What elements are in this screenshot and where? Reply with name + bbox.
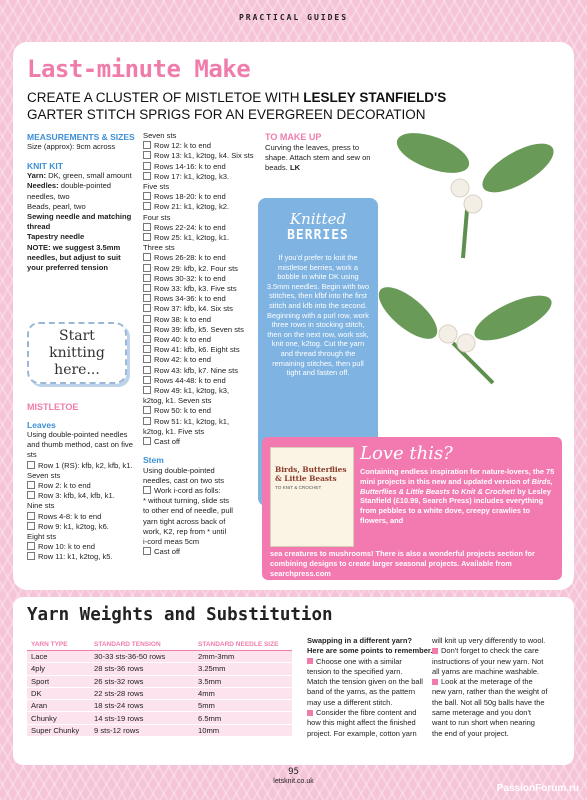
- yarn-table: [27, 640, 292, 737]
- stem-rows: [143, 466, 261, 558]
- pattern-row: Row 9: k1, k2tog, k6.: [27, 522, 142, 532]
- yarn-table-cell: Aran: [27, 700, 90, 712]
- knit-kit-heading: KNIT KIT: [27, 161, 63, 172]
- yarn-table-cell: 2mm-3mm: [194, 651, 292, 663]
- pattern-row: Five sts: [143, 182, 170, 192]
- watermark: PassionForum.ru: [496, 783, 579, 794]
- pattern-row: to other end of needle, pull: [143, 506, 233, 516]
- pattern-row: Row 13: k1, k2tog, k4. Six sts: [143, 151, 261, 161]
- yarn-tip-line: how this might affect the finished: [307, 718, 416, 728]
- article-title: Last-minute Make: [27, 55, 251, 83]
- pattern-row: Rows 4-8: k to end: [27, 512, 142, 522]
- yarn-table-cell: 4ply: [27, 663, 90, 675]
- site-url: letsknit.co.uk: [273, 778, 314, 785]
- mistletoe-sprig-1: [392, 125, 561, 258]
- pattern-row: Row 11: k1, k2tog, k5.: [27, 552, 142, 562]
- knit-kit-line: [27, 181, 139, 201]
- yarn-table-row: [27, 651, 292, 663]
- knit-kit-line: [27, 232, 139, 242]
- yarn-table-cell: 28 sts-36 rows: [90, 663, 194, 675]
- knit-kit-value: DK, green, small amount: [46, 171, 132, 181]
- to-make-up: [265, 132, 383, 174]
- to-make-up-heading: TO MAKE UP: [265, 132, 322, 142]
- yarn-tip-line: Choose one with a similar: [307, 657, 432, 667]
- yarn-table-cell: 22 sts-28 rows: [90, 687, 194, 699]
- pattern-row: Rows 44-48: k to end: [143, 376, 261, 386]
- yarn-tip-line: band of the yarns, as the pattern: [307, 687, 415, 697]
- knit-kit-label: Needles:: [27, 181, 59, 191]
- yarn-table-row: [27, 712, 292, 724]
- yarn-table-row: [27, 700, 292, 712]
- pattern-row: Row 49: k1, k2tog, k3,: [143, 386, 261, 396]
- pattern-row: Seven sts: [27, 470, 61, 480]
- yarn-tip-line: same meterage and you don't: [432, 708, 531, 718]
- pattern-row: Row 10: k to end: [27, 542, 142, 552]
- love-this-body-2: [270, 549, 556, 578]
- pattern-row: Seven sts: [143, 131, 177, 140]
- pattern-row: Rows 26-28: k to end: [143, 253, 261, 263]
- pattern-row: Using double-pointed: [143, 465, 215, 475]
- yarn-tip-line: will knit up very differently to wool.: [432, 636, 546, 645]
- yarn-tip-line: may use a different stitch.: [307, 697, 393, 707]
- yarn-table-body: [27, 651, 292, 737]
- leaf-shape: [392, 125, 474, 181]
- pattern-row: Row 42: k to end: [143, 355, 261, 365]
- yarn-table-cell: 9 sts-12 rows: [90, 724, 194, 736]
- pattern-row: Row 33: kfb, k3. Five sts: [143, 284, 261, 294]
- yarn-table-row: [27, 687, 292, 699]
- pattern-row: Four sts: [143, 212, 171, 222]
- leaves-intro: Using double-pointed needles and thumb method, cast on five sts: [27, 430, 133, 460]
- yarn-table-column-header: STANDARD TENSION: [90, 640, 194, 651]
- knitted-berries-subtitle: BERRIES: [287, 228, 349, 243]
- yarn-tip-line: Don't forget to check the care: [432, 646, 562, 656]
- yarn-tip-line: Swapping in a different yarn?: [307, 636, 413, 645]
- yarn-tip-line: the end of your project.: [432, 728, 509, 738]
- yarn-table-cell: 4mm: [194, 687, 292, 699]
- page-number: 95: [288, 767, 299, 777]
- knit-kit-value: double-pointed needles, two: [27, 181, 112, 201]
- leaves-heading: Leaves: [27, 420, 56, 430]
- book-cover: [270, 447, 354, 547]
- knit-kit-line: [27, 171, 139, 181]
- book-name: Birds, Butterflies & Little Beasts to Knit & Crochet!: [360, 476, 553, 496]
- start-knitting-badge: Start knitting here...: [27, 322, 127, 384]
- yarn-tip-line: all yarns are machine washable.: [432, 666, 540, 676]
- column-2: [143, 131, 261, 557]
- knit-kit-line: [27, 212, 139, 232]
- yarn-table-row: [27, 675, 292, 687]
- column-1-pattern: [27, 402, 142, 563]
- yarn-table-column-header: YARN TYPE: [27, 640, 90, 651]
- pattern-row: Row 29: kfb, k2. Four sts: [143, 264, 261, 274]
- yarn-tip-line: tension to the specified yarn.: [307, 666, 403, 676]
- pattern-row: work, K2, rep from * until: [143, 526, 227, 536]
- yarn-table-cell: 18 sts-24 rows: [90, 700, 194, 712]
- pattern-row: Rows 18-20: k to end: [143, 192, 261, 202]
- yarn-table-cell: Lace: [27, 651, 90, 663]
- yarn-table-row: [27, 724, 292, 736]
- pattern-row: Three sts: [143, 243, 175, 253]
- knit-kit-value: Beads, pearl, two: [27, 201, 86, 211]
- subtitle-text-2: GARTER STITCH SPRIGS FOR AN EVERGREEN DECORATION: [27, 107, 426, 122]
- pattern-row: Row 3: kfb, k4, kfb, k1.: [27, 491, 142, 501]
- knit-kit-label: NOTE: we suggest 3.5mm needles, but adjust to suit your preferred tension: [27, 242, 121, 273]
- leaf-shape: [378, 278, 445, 347]
- love-body-a: Containing endless inspiration for nature-lovers, the 75 mini projects in this new and updated version of: [360, 467, 555, 486]
- yarn-table-row: [27, 663, 292, 675]
- love-body-b: by Lesley Stanfield (£10.99, Search Press) includes everything from pebbles to a white dove, creepy crawlies to flowers, and: [360, 486, 551, 525]
- pearl-bead: [464, 195, 482, 213]
- yarn-tip-line: Here are some points to remember.: [307, 646, 433, 656]
- yarn-tip-line: the ball. Not all 50g balls have the: [432, 697, 545, 707]
- yarn-tip-line: new yarn, rather than the weight of: [432, 687, 548, 697]
- yarn-tip-line: Consider the fibre content and: [307, 708, 432, 718]
- pattern-row: Row 2: k to end: [27, 481, 142, 491]
- pattern-row: Nine sts: [27, 501, 55, 511]
- pattern-row: i-cord meas 5cm: [143, 536, 200, 546]
- love-this-box: [262, 437, 562, 580]
- yarn-table-column-header: STANDARD NEEDLE SIZE: [194, 640, 292, 651]
- yarn-tip-line: project. For example, cotton yarn: [307, 728, 417, 738]
- pattern-row: yarn tight across back of: [143, 516, 226, 526]
- pattern-row: Rows 30-32: k to end: [143, 274, 261, 284]
- yarn-table-cell: 26 sts-32 rows: [90, 675, 194, 687]
- mistletoe-photo: [378, 118, 563, 428]
- pattern-row: * without turning, slide sts: [143, 496, 230, 506]
- pattern-row: Cast off: [143, 437, 261, 447]
- yarn-weights-title: Yarn Weights and Substitution: [27, 605, 333, 625]
- leaves-rows: [27, 461, 142, 563]
- yarn-table-cell: 5mm: [194, 700, 292, 712]
- pattern-row: Rows 14-16: k to end: [143, 162, 261, 172]
- yarn-tip-line: instructions of your new yarn. Not: [432, 656, 544, 666]
- pattern-row: Row 38: k to end: [143, 315, 261, 325]
- yarn-table-cell: Sport: [27, 675, 90, 687]
- pattern-row: Eight sts: [27, 532, 57, 542]
- pattern-row: Row 12: k to end: [143, 141, 261, 151]
- yarn-table-cell: Super Chunky: [27, 724, 90, 736]
- measurements-heading: MEASUREMENTS & SIZES: [27, 132, 135, 142]
- pattern-row: Row 37: kfb, k4. Six sts: [143, 304, 261, 314]
- knitted-berries-body: If you'd prefer to knit the mistletoe berries, work a bobble in white DK using 3.5mm needles. Begin with two stitches, then kfbf into the first stitch and kfb into the second. Beginning with a purl row, work three rows in stocking stitch, then on the next row, work ssk, knit one, k2tog. Cut the yarn and thread through the remaining stitches, then pull tight and fasten off.: [266, 253, 370, 378]
- subtitle-text: CREATE A CLUSTER OF MISTLETOE WITH: [27, 90, 304, 105]
- pearl-bead: [451, 179, 469, 197]
- leaf-shape: [475, 134, 560, 202]
- yarn-table-cell: Chunky: [27, 712, 90, 724]
- book-cover-title: Birds, Butterflies & Little Beasts: [275, 465, 347, 483]
- yarn-table-cell: DK: [27, 687, 90, 699]
- pattern-row: Row 25: k1, k2tog, k1.: [143, 233, 261, 243]
- mistletoe-heading: MISTLETOE: [27, 402, 79, 412]
- pattern-row: Work i-cord as folls:: [143, 486, 261, 496]
- to-make-up-text: Curving the leaves, press to shape. Attach stem and sew on beads.: [265, 143, 371, 173]
- knit-kit-label: Tapestry needle: [27, 232, 85, 242]
- yarn-table-cell: 30-33 sts-36-50 rows: [90, 651, 194, 663]
- size-text: Size (approx): 9cm across: [27, 142, 116, 151]
- leaf-shape: [469, 287, 558, 350]
- pearl-bead: [457, 334, 475, 352]
- pattern-row: Cast off: [143, 547, 261, 557]
- love-body-c: sea creatures to mushrooms! There is also a wonderful projects section for combining designs to create larger seasonal projects. Available from: [270, 549, 535, 568]
- love-this-body: [360, 467, 556, 526]
- yarn-tips-col-2: [432, 636, 562, 739]
- pattern-row: Rows 34-36: k to end: [143, 294, 261, 304]
- yarn-table-header: [27, 640, 292, 651]
- knit-kit-label: Yarn:: [27, 171, 46, 181]
- pattern-row: Row 43: kfb, k7. Nine sts: [143, 366, 261, 376]
- love-this-title: Love this?: [360, 443, 453, 464]
- knit-kit-list: [27, 171, 139, 273]
- column-1: [27, 132, 139, 273]
- author-name: LESLEY STANFIELD'S: [303, 90, 447, 105]
- pattern-row: Row 21: k1, k2tog, k2.: [143, 202, 261, 212]
- stem-heading: Stem: [143, 455, 164, 466]
- pattern-rows: [143, 131, 261, 447]
- yarn-table-cell: 3.5mm: [194, 675, 292, 687]
- pearl-bead: [439, 325, 457, 343]
- yarn-table-cell: 10mm: [194, 724, 292, 736]
- yarn-tip-line: want to run short when nearing: [432, 718, 535, 728]
- knit-kit-line: [27, 243, 139, 274]
- pattern-row: Row 1 (RS): kfb, k2, kfb, k1.: [27, 461, 142, 471]
- pattern-row: Row 40: k to end: [143, 335, 261, 345]
- yarn-table-cell: 3.25mm: [194, 663, 292, 675]
- pattern-row: Row 51: k1, k2tog, k1,: [143, 417, 261, 427]
- section-header: PRACTICAL GUIDES: [238, 13, 349, 22]
- pattern-row: needles, cast on two sts: [143, 475, 225, 485]
- pattern-row: Row 50: k to end: [143, 406, 261, 416]
- yarn-tips-col-1: [307, 636, 432, 739]
- pattern-row: Row 39: kfb, k5. Seven sts: [143, 325, 261, 335]
- yarn-tip-line: Look at the meterage of the: [432, 677, 562, 687]
- mistletoe-sprig-2: [378, 278, 557, 383]
- pattern-row: Rows 22-24: k to end: [143, 223, 261, 233]
- designer-initials: LK: [289, 163, 301, 173]
- knit-kit-line: [27, 202, 139, 212]
- knitted-berries-title: Knitted: [289, 210, 347, 228]
- yarn-tip-line: Match the tension given on the ball: [307, 677, 423, 687]
- pattern-row: Row 17: k1, k2tog, k3.: [143, 172, 261, 182]
- pattern-row: Row 41: kfb, k6. Eight sts: [143, 345, 261, 355]
- knit-kit-label: Sewing needle and matching thread: [27, 212, 132, 232]
- yarn-table-cell: 14 sts-19 rows: [90, 712, 194, 724]
- book-cover-subtitle: TO KNIT & CROCHET: [275, 485, 322, 491]
- pattern-row: k2tog, k1. Seven sts: [143, 396, 212, 406]
- yarn-table-cell: 6.5mm: [194, 712, 292, 724]
- pattern-row: k2tog, k1. Five sts: [143, 426, 205, 436]
- searchpress-link[interactable]: searchpress.com: [270, 568, 331, 578]
